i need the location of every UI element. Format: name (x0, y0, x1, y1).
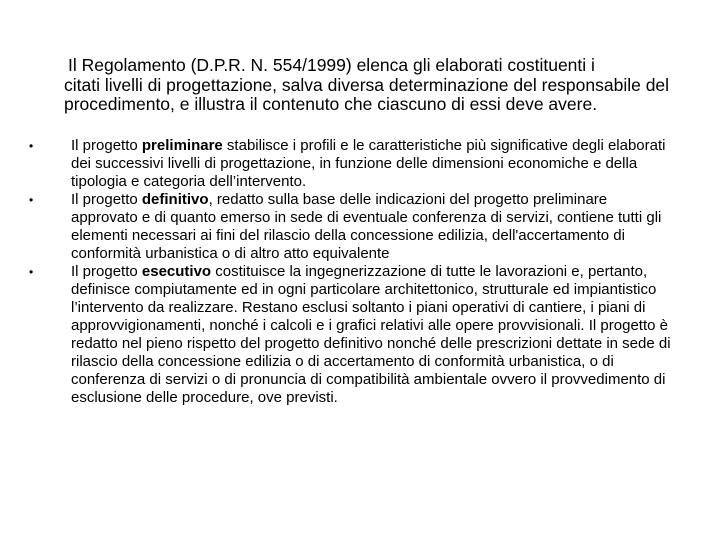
bullet-list (0, 137, 720, 407)
intro-paragraph (64, 56, 684, 115)
bullet-text-pre: Il progetto (71, 137, 142, 154)
bullet-text-post: costituisce la ingegnerizzazione di tutte le lavorazioni e, pertanto, definisce compiutamente ed in ogni particolare architettonico, strutturale ed impiantistico l’intervento da realizzare. Restano esclusi soltanto i piani operativi di cantiere, i piani di approvvigionamenti, nonché i calcoli e i grafici relativi alle opere provvisionali. Il progetto è redatto nel pieno rispetto del progetto definitivo nonché delle prescrizioni dettate in sede di rilascio della concessione edilizia o di accertamento di conformità urbanistica, o di conferenza di servizi o di pronuncia di compatibilità ambientale ovvero il provvedimento di esclusione delle procedure, ove previsti. (71, 263, 671, 406)
intro-line-1: Il Regolamento (D.P.R. N. 554/1999) elenca gli elaborati costituenti i (68, 55, 595, 75)
bullet-dot-icon: • (29, 265, 34, 279)
bullet-esecutivo (0, 263, 671, 407)
bullet-text-pre: Il progetto (71, 263, 142, 280)
bullet-keyword: preliminare (141, 137, 223, 154)
bullet-text-post: stabilisce i profili e le caratteristiche più significative degli elaborati dei successivi livelli di progettazione, in funzione delle dimensioni economiche e della tipologia e categoria dell’intervento. (71, 137, 666, 190)
bullet-keyword: definitivo (141, 191, 209, 208)
bullet-keyword: esecutivo (141, 263, 212, 280)
bullet-preliminare (0, 137, 671, 191)
intro-text: citati livelli di progettazione, salva diversa determinazione del responsabile del procedimento, e illustra il contenuto che ciascuno di essi deve avere. (64, 74, 670, 114)
bullet-dot-icon: • (29, 139, 34, 153)
bullet-definitivo (0, 191, 671, 263)
bullet-text-pre: Il progetto (71, 191, 142, 208)
bullet-text-post: , redatto sulla base delle indicazioni del progetto preliminare approvato e di quanto emerso in sede di eventuale conferenza di servizi, contiene tutti gli elementi necessari ai fini del rilascio della concessione edilizia, dell'accertamento di conformità urbanistica o di altro atto equivalente (71, 191, 662, 262)
bullet-dot-icon: • (29, 193, 34, 207)
